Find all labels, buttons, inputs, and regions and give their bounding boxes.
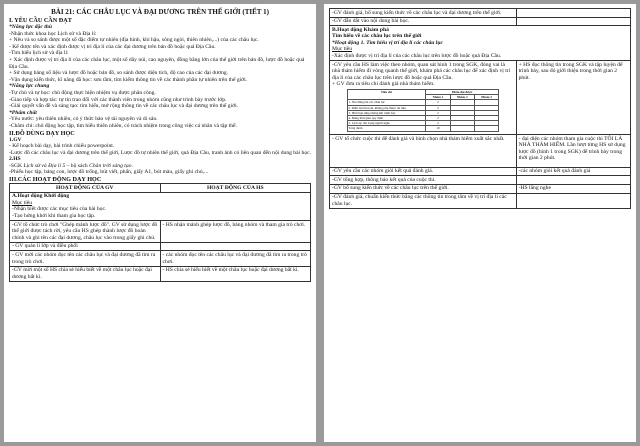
eval-row [347,126,499,131]
student-cell: - HS chia sẻ hiểu biết về một châu lục hoặc đại dương bất kì. [160,266,311,281]
student-cell [516,9,630,18]
teacher-cell: -GV yêu cầu các nhóm giỏi kết quả đánh giá. [330,167,517,176]
student-cell [516,193,630,208]
book-title: Lịch sử và Địa lí 5 [23,162,66,169]
student-cell: -HS lắng nghe [516,184,630,193]
eval-header-group-3: Nhóm 3 [474,95,498,100]
explore-title: B.Hoạt động Khám phá [332,26,389,33]
text-line: - Kế hoạch bài dạy, bài trình chiếu powerpoint. [9,143,115,150]
blank-space [332,142,514,166]
text-line: + Xác định được vị trí địa lí của các châu lục, một số dãy núi, cao nguyên, đồng bằng lớn của thế giới trên bản đồ, lược đồ hoặc quả Địa Cầu. [9,56,305,70]
subheading-specific-competence: *Năng lực đặc thù [9,24,52,30]
text-line: -Phiếu học tập, bảng con, lược đồ trống, bút viết, phấn, giấy A1, bút màu, giấy ghi chú,... [9,169,209,176]
teacher-cell: -GV mời một số HS chia sẻ hiểu biết về một châu lục hoặc đại dương bất kì. [10,266,161,281]
student-cell: + HS đọc thông tin trong SGK và tập luyện để trình bày, sau đó giới thiệu trong thời gian 2 phút. [516,61,630,135]
book-series: Chân trời sáng tạo [89,162,132,169]
teacher-cell: -GV đánh giá, bổ sung kiến thức về các châu lục và đại dương trên thế giới. [330,9,517,18]
eval-criterion: 2. Diễn đạt lưu loát, không phụ thuộc tài liệu [347,105,426,110]
student-cell: -các nhóm giỏi kết quả đánh giá [516,167,630,176]
student-cell: - HS nhận mảnh ghép lược đồ, bảng nhóm và tham gia trò chơi. [160,221,311,243]
text-span: – bộ sách [65,162,90,169]
student-cell [160,242,311,251]
teacher-instruction: -GV yêu cầu HS làm việc theo nhóm, quan sát hình 1 trong SGK, đóng vai là nhà thám hiểm đi vòng quanh thế giới, khám phá các châu lục để xác định vị trí địa lí của các châu lục trên lược đồ hoặc quả Địa Cầu. [332,61,511,81]
text-line: + Sử dụng bảng số liệu và lược đồ hoặc bản đồ, so sánh được diện tích, độ cao của các đại dương. [9,70,229,77]
table-row [330,135,631,168]
eval-criterion: 5. Lịch sự, tôn trọng người nghe [347,121,426,126]
header-student: HOẠT ĐỘNG CỦA HS [160,184,311,193]
teacher-cell: -GV dẫn dắt vào nội dung bài học. [330,17,517,26]
section-materials-heading: II.ĐỒ DÙNG DẠY HỌC [9,129,75,137]
text-span: . [131,162,133,169]
teacher-cell: - GV mời các nhóm đọc tên các châu lục và đại dương đã tìm ra trong trò chơi. [10,251,161,266]
table-row [330,167,631,176]
document-page-right [324,4,636,442]
text-line: -Tìm hiểu lịch sử và địa lí: [9,50,69,57]
eval-score: 10 [426,126,450,131]
eval-header-group-2: Nhóm 2 [450,95,474,100]
teacher-instruction: - GV tổ chức cuộc thi để đánh giá và bình chọn nhà thám hiểm xuất sắc nhất. [332,135,505,142]
table-row [330,17,631,26]
eval-score: 2 [426,121,450,126]
table-row [330,176,631,185]
student-cell [516,17,630,26]
eval-header-score: Điểm đạt được [426,90,499,95]
activities-table [9,183,311,282]
warmup-title: A.Hoạt động Khởi động [12,193,70,200]
text-line: -Tự chủ và tự học: chủ động thực hiện nhiệm vụ được phân công. [9,89,156,96]
eval-score [450,126,474,131]
table-row [330,26,631,61]
text-line: -Chăm chỉ: chủ động học tập, tìm hiểu thiên nhiên, có trách nhiệm trong công việc cá nhân và tập thể. [9,122,237,129]
student-cell [516,176,630,185]
eval-header-criteria: Tiêu chí [347,90,426,100]
table-row [330,184,631,193]
text-line: -Nhận thức khoa học Lịch sử và Địa lí: [9,30,97,37]
text-line: -Yêu nước: yêu thiên nhiên, có ý thức bảo vệ tài nguyên và di sản. [9,116,158,123]
subheading-qualities: *Phẩm chất [9,109,37,116]
eval-score: 2 [426,100,450,105]
table-header-row [10,184,311,193]
section-activities-heading: III.CÁC HOẠT ĐỘNG DẠY HỌC [9,176,102,184]
teacher-cell [330,61,517,135]
section-requirements-heading: I. YÊU CẦU CẦN ĐẠT [9,17,72,24]
document-page-left [4,4,316,442]
text-line: -Giải quyết vấn đề và sáng tạo: tìm hiểu, mở rộng thông tin về các châu lục và đại dương trên thế giới. [9,103,239,110]
eval-criterion: 1. Nói đúng tên các châu lục [347,100,426,105]
student-cell: - các nhóm đọc tên các châu lục và đại dương đã tìm ra trong trò chơi. [160,251,311,266]
table-row [10,242,311,251]
teacher-cell: -GV đánh giá, chuẩn kiến thức bằng các thông tin trong tâm về vị trí địa lí các châu lục. [330,193,517,208]
teacher-cell [330,135,517,168]
table-row [330,61,631,135]
teacher-cell: -GV tổ chức trò chơi "Ghép mảnh lược đồ". GV sử dụng lược đồ thế giới được tách rời, yêu cầu HS ghép thành lược đồ hoàn chỉnh và ghi tên các đại dương, châu lục vào trong giấy ghi chú. [10,221,161,243]
text-line: -Giao tiếp và hợp tác: tự tin trao đổi với các thành viên trong nhóm cũng như trình bày trước lớp. [9,96,227,103]
eval-score: 2 [426,116,450,121]
teacher-cell: - GV quản lí lớp và điều phối [10,242,161,251]
table-row [10,266,311,281]
eval-score: 2 [426,110,450,115]
activities-table-continued [329,8,631,209]
explore-cell [330,26,631,61]
teacher-cell: -GV bổ sung kiến thức về các châu lục trên thế giới. [330,184,517,193]
table-row [10,192,311,220]
explore-subtitle: Tìm hiểu về các châu lục trên thế giới [332,33,422,40]
text-line: + Nêu và so sánh được một số đặc điểm tự nhiên (địa hình, khí hậu, sông ngòi, thiên nhiên,...) của các châu lục. [9,37,259,44]
teacher-instruction: + GV đưa ra tiêu chí đánh giá nhà thám hiểm. [332,81,435,88]
text-line: - Kể được tên và xác định được vị trí địa lí của các đại dương trên bản đồ hoặc quả Địa Cầu. [9,43,216,50]
eval-criterion: 3. Phối hợp nhịp nhàng khi trình bày [347,110,426,115]
text-span: -SGK [9,162,24,169]
activity-1-title: *Hoạt động 1. Tìm hiểu vị trí địa lí các châu lục [332,39,443,46]
warmup-cell [10,192,311,220]
text-line: -Lược đồ các châu lục và đại dương trên thế giới, Lược đồ tự nhiên thế giới, quả Địa Cầu, tranh ảnh có liên quan đến nội dung bài học. [9,149,312,156]
student-cell: - đại diện các nhóm tham gia cuộc thi TÔI LÀ NHÀ THÁM HIỂM. Lần lượt từng HS sử dụng lược đồ (hình 1 trong SGK) để trình bày trong thời gian 2 phút. [516,135,630,168]
student-materials-heading: 2.HS [9,156,21,163]
eval-criterion: Tổng điểm [347,126,426,131]
eval-score: 2 [426,105,450,110]
table-row [10,221,311,243]
objective-line: -Nhận biết được các mục tiêu của bài học. [12,206,107,213]
objective-label: Mục tiêu [332,46,353,53]
objective-line: -Xác định được vị trí địa lí của các châu lục trên lược đồ hoặc quả Địa Cầu. [332,53,502,60]
evaluation-criteria-table [347,89,500,132]
objective-label: Mục tiêu [12,199,33,206]
table-row [10,251,311,266]
eval-score [474,126,498,131]
text-line: -Vận dụng kiến thức, kĩ năng đã học: sưu tầm, tìm kiếm thông tin về các thành phần tự nhiên trên thế giới. [9,76,248,83]
table-row [330,193,631,208]
teacher-materials-heading: 1.GV [9,136,22,143]
table-row [330,9,631,18]
objective-line: -Tạo hứng khởi khi tham gia học tập. [12,212,96,219]
header-teacher: HOẠT ĐỘNG CỦA GV [10,184,161,193]
eval-criterion: 4. Đúng thời gian quy định [347,116,426,121]
lesson-title: BÀI 21: CÁC CHÂU LỤC VÀ ĐẠI DƯƠNG TRÊN THẾ GIỚI (TIẾT 1) [51,8,269,16]
subheading-general-competence: *Năng lực chung [9,83,50,90]
evaluation-table-wrap [347,89,500,132]
teacher-cell: -GV tổng hợp, thông báo kết quả của cuộc thi. [330,176,517,185]
eval-header-group-1: Nhóm 1 [426,95,450,100]
